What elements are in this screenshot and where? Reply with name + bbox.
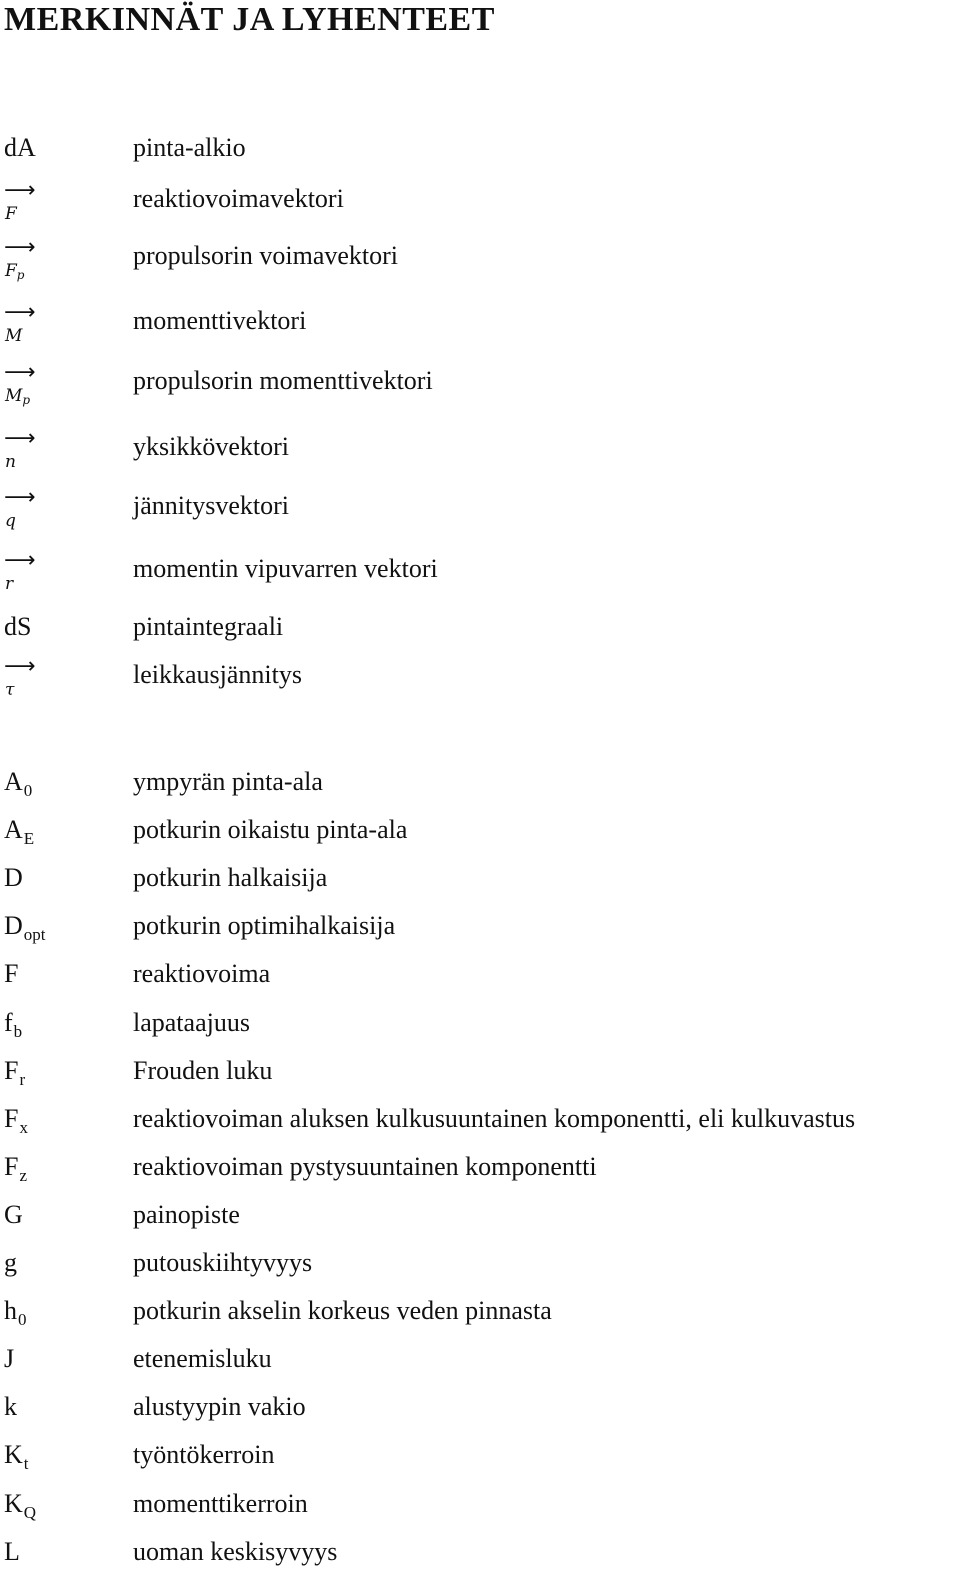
vector-symbol [4,428,44,478]
symbol-description: reaktiovoimavektori [133,184,344,213]
symbol [4,1008,22,1041]
symbol-subscript: 0 [18,1310,27,1329]
symbol-subscript: t [23,1454,29,1473]
vector-letter: $M_p$ [5,386,31,407]
symbol-row [0,959,960,1003]
symbol [4,1200,23,1230]
symbol-description: momenttikerroin [133,1489,308,1518]
vector-letter: r [5,574,14,594]
symbol-description: ympyrän pinta-ala [133,767,323,796]
symbol-letter: F [4,1152,19,1181]
symbol-letter: F [4,1104,19,1133]
symbol-letter: L [4,1537,20,1566]
symbol [4,863,23,893]
vector-letter: n [5,452,16,472]
symbol-row [0,1248,960,1292]
symbol-description: potkurin oikaistu pinta-ala [133,815,408,844]
symbol-subscript: r [19,1070,26,1089]
symbol-row [0,178,960,228]
symbol-description: momentin vipuvarren vektori [133,554,438,583]
symbol-row [0,235,960,285]
vector-symbol [4,550,44,600]
symbol-row [0,1392,960,1436]
symbol-letter: K [4,1489,23,1518]
symbol-row [0,654,960,704]
symbol-letter: F [4,959,19,988]
symbol-letter: A [4,767,23,796]
symbol-subscript: E [23,829,35,848]
symbol-letter: D [4,863,23,892]
vector-arrow-icon: ⟶ [4,426,36,451]
symbol [4,767,32,800]
vector-symbol [4,302,44,352]
symbol-description: työntökerroin [133,1440,275,1469]
symbol [4,1056,25,1089]
vector-arrow-icon: ⟶ [4,178,36,203]
vector-symbol [4,237,44,287]
symbol-subscript: 0 [23,781,33,800]
symbol-row [0,1200,960,1244]
symbol-row [0,1344,960,1388]
vector-letter: F [5,204,17,224]
symbol-row [0,612,960,656]
symbol-subscript: x [19,1118,28,1137]
symbol-row [0,1152,960,1196]
symbol-description: yksikkövektori [133,432,289,461]
symbol [4,1537,20,1567]
symbol-description: momenttivektori [133,306,307,335]
symbol-letter: K [4,1440,23,1469]
symbol-row [0,815,960,859]
symbol-row [0,485,960,535]
vector-arrow-icon: ⟶ [4,485,36,510]
symbol-description: potkurin optimihalkaisija [133,911,396,940]
vector-arrow-icon: ⟶ [4,654,36,679]
symbol-letter: k [4,1392,17,1421]
symbol-row [0,133,960,177]
symbol-row [0,1008,960,1052]
symbol [4,1344,14,1374]
vector-subscript: p [22,393,31,407]
symbol [4,1104,28,1137]
symbol-letter: F [4,1056,19,1085]
symbol [4,1248,17,1278]
symbol-subscript: Q [23,1503,37,1522]
vector-arrow-icon: ⟶ [4,235,36,260]
symbol-description: reaktiovoiman aluksen kulkusuuntainen komponentti, eli kulkuvastus [133,1104,856,1133]
vector-symbol [4,180,44,230]
vector-symbol [4,362,44,412]
symbol-subscript: z [19,1166,28,1185]
symbol [4,1440,29,1473]
symbol-row [0,911,960,955]
symbol-description: Frouden luku [133,1056,273,1085]
symbol-letter: g [4,1248,17,1277]
symbol-subscript: b [13,1022,23,1041]
symbol [4,1152,27,1185]
symbol-description: propulsorin voimavektori [133,241,399,270]
symbol [4,911,46,944]
symbol-description: jännitysvektori [133,491,289,520]
symbol [4,815,34,848]
vector-arrow-icon: ⟶ [4,360,36,385]
vector-letter: q [5,511,16,531]
vector-arrow-icon: ⟶ [4,300,36,325]
page-title: MERKINNÄT JA LYHENTEET [4,1,495,38]
symbol-description: reaktiovoiman pystysuuntainen komponentti [133,1152,597,1181]
symbol-row [0,1440,960,1484]
symbol-row [0,548,960,598]
vector-symbol [4,487,44,537]
symbol-description: uoman keskisyvyys [133,1537,338,1566]
symbol-description: propulsorin momenttivektori [133,366,433,395]
symbol [4,959,18,989]
symbol [4,1489,36,1522]
symbol-row [0,360,960,410]
symbol-description: putouskiihtyvyys [133,1248,313,1277]
vector-letter: τ [5,680,15,700]
vector-arrow-icon: ⟶ [4,548,36,573]
symbol: dA [4,133,36,162]
symbol-description: leikkausjännitys [133,660,302,689]
symbol-description: alustyypin vakio [133,1392,306,1421]
symbol-letter: J [4,1344,15,1373]
symbol-description: pintaintegraali [133,612,284,641]
vector-letter: M [5,326,23,346]
symbol-letter: h [4,1296,17,1325]
symbol-row [0,767,960,811]
symbol [4,1392,17,1422]
vector-symbol [4,656,44,706]
symbol-description: painopiste [133,1200,240,1229]
symbol [4,1296,27,1329]
symbol-row [0,1296,960,1340]
symbol-letter: D [4,911,23,940]
symbol-letter: A [4,815,23,844]
symbol-row [0,1537,960,1581]
symbol-description: potkurin halkaisija [133,863,328,892]
symbol: dS [4,612,32,641]
symbol-letter: f [4,1008,13,1037]
symbol-description: pinta-alkio [133,133,246,162]
symbol-row [0,1056,960,1100]
symbol-description: lapataajuus [133,1008,250,1037]
symbol-row [0,1104,960,1148]
vector-letter: $F_p$ [5,261,25,282]
symbol-description: etenemisluku [133,1344,272,1373]
symbol-row [0,1489,960,1533]
symbol-description: potkurin akselin korkeus veden pinnasta [133,1296,552,1325]
symbol-row [0,863,960,907]
symbol-description: reaktiovoima [133,959,271,988]
symbol-row [0,426,960,476]
symbol-row [0,300,960,350]
vector-subscript: p [16,268,25,282]
symbol-subscript: opt [23,925,46,944]
symbol-letter: G [4,1200,23,1229]
